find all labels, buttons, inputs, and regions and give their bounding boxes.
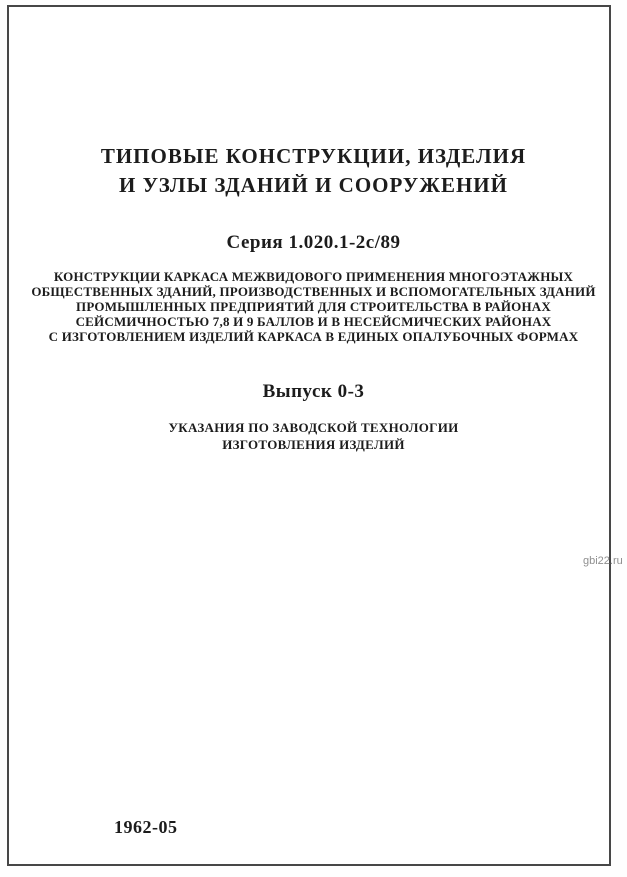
description-line: КОНСТРУКЦИИ КАРКАСА МЕЖВИДОВОГО ПРИМЕНЕНИЯ МНОГОЭТАЖНЫХ: [53, 269, 574, 284]
issue-label: Выпуск 0-3: [262, 381, 365, 402]
series-label: Серия 1.020.1-2с/89: [226, 232, 401, 253]
document-title: [0, 142, 627, 200]
document-number: 1962-05: [114, 817, 178, 837]
subtitle-line-2: ИЗГОТОВЛЕНИЯ ИЗДЕЛИЙ: [222, 437, 405, 452]
document-title-line-1: ТИПОВЫЕ КОНСТРУКЦИИ, ИЗДЕЛИЯ: [100, 144, 527, 168]
description-line: ОБЩЕСТВЕННЫХ ЗДАНИЙ, ПРОИЗВОДСТВЕННЫХ И ВСПОМОГАТЕЛЬНЫХ ЗДАНИЙ: [31, 284, 596, 299]
description-line: СЕЙСМИЧНОСТЬЮ 7,8 И 9 БАЛЛОВ И В НЕСЕЙСМИЧЕСКИХ РАЙОНАХ: [75, 314, 552, 329]
subtitle-line-1: УКАЗАНИЯ ПО ЗАВОДСКОЙ ТЕХНОЛОГИИ: [168, 420, 459, 435]
subtitle: [0, 419, 627, 453]
description-line: С ИЗГОТОВЛЕНИЕМ ИЗДЕЛИЙ КАРКАСА В ЕДИНЫХ ОПАЛУБОЧНЫХ ФОРМАХ: [48, 329, 579, 344]
document-title-line-2: И УЗЛЫ ЗДАНИЙ И СООРУЖЕНИЙ: [119, 173, 508, 197]
watermark: gbi22.ru: [583, 555, 623, 567]
description-line: ПРОМЫШЛЕННЫХ ПРЕДПРИЯТИЙ ДЛЯ СТРОИТЕЛЬСТВА В РАЙОНАХ: [76, 299, 551, 314]
description-paragraph: [0, 269, 627, 344]
